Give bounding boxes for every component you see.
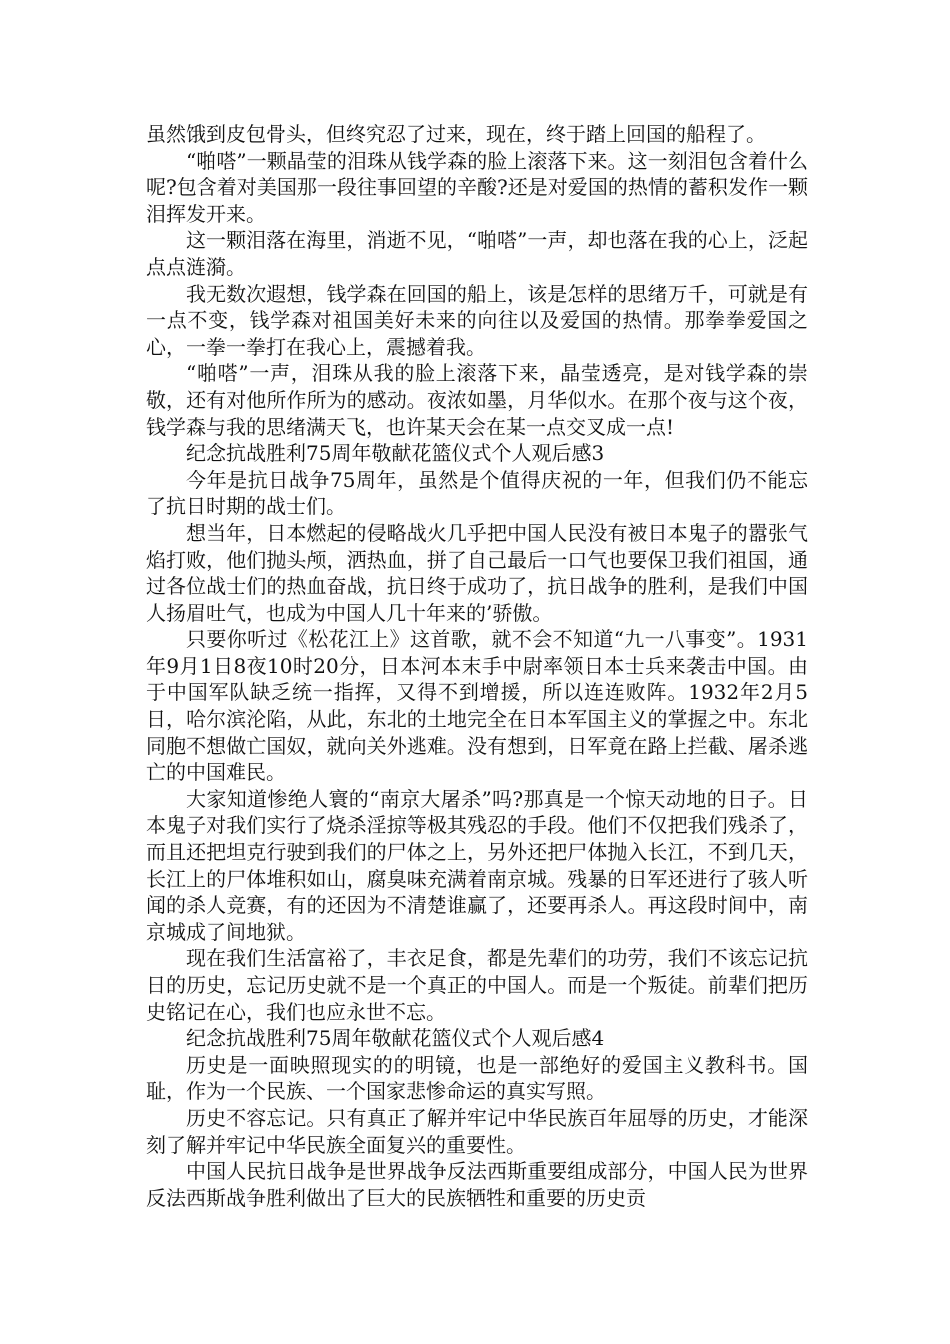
paragraph: “啪嗒”一颗晶莹的泪珠从钱学森的脸上滚落下来。这一刻泪包含着什么呢?包含着对美国那一段往事回望的辛酸?还是对爱国的热情的蓄积发作一颗泪挥发开来。 [146,148,808,226]
section-heading: 纪念抗战胜利75周年敬献花篮仪式个人观后感3 [186,441,605,466]
paragraph: 历史是一面映照现实的的明镜，也是一部绝好的爱国主义教科书。国耻，作为一个民族、一个国家悲惨命运的真实写照。 [146,1052,808,1104]
section-heading: 纪念抗战胜利75周年敬献花篮仪式个人观后感4 [186,1026,605,1051]
paragraph: 这一颗泪落在海里，消逝不见，“啪嗒”一声，却也落在我的心上，泛起点点涟漪。 [146,228,808,279]
paragraph: 今年是抗日战争75周年，虽然是个值得庆祝的一年，但我们仍不能忘了抗日时期的战士们。 [146,467,808,519]
paragraph: 历史不容忘记。只有真正了解并牢记中华民族百年屈辱的历史，才能深刻了解并牢记中华民族全面复兴的重要性。 [146,1105,808,1157]
document-body [146,121,808,1211]
paragraph: 想当年，日本燃起的侵略战火几乎把中国人民没有被日本鬼子的嚣张气焰打败，他们抛头颅，洒热血，拼了自己最后一口气也要保卫我们祖国，通过各位战士们的热血奋战，抗日终于成功了，抗日战争的胜利，是我们中国人扬眉吐气，也成为中国人几十年来的’骄傲。 [146,520,808,625]
paragraph: 我无数次遐想，钱学森在回国的船上，该是怎样的思绪万千，可就是有一点不变，钱学森对祖国美好未来的向往以及爱国的热情。那拳拳爱国之心，一拳一拳打在我心上，震撼着我。 [146,281,808,359]
paragraph: 现在我们生活富裕了，丰衣足食，都是先辈们的功劳，我们不该忘记抗日的历史，忘记历史就不是一个真正的中国人。而是一个叛徒。前辈们把历史铭记在心，我们也应永世不忘。 [146,946,808,1024]
paragraph: 大家知道惨绝人寰的“南京大屠杀”吗?那真是一个惊天动地的日子。日本鬼子对我们实行了烧杀淫掠等极其残忍的手段。他们不仅把我们残杀了，而且还把坦克行驶到我们的尸体之上，另外还把尸体抛入长江，不到几天，长江上的尸体堆积如山，腐臭味充满着南京城。残暴的日军还进行了骇人听闻的杀人竞赛，有的还因为不清楚谁赢了，还要再杀人。再这段时间中，南京城成了间地狱。 [146,786,808,944]
paragraph: 中国人民抗日战争是世界战争反法西斯重要组成部分，中国人民为世界反法西斯战争胜利做出了巨大的民族牺牲和重要的历史贡 [146,1159,808,1210]
paragraph: “啪嗒”一声，泪珠从我的脸上滚落下来，晶莹透亮，是对钱学森的崇敬，还有对他所作所为的感动。夜浓如墨，月华似水。在那个夜与这个夜，钱学森与我的思绪满天飞，也许某天会在某一点交叉成一点! [146,361,808,439]
paragraph: 虽然饿到皮包骨头，但终究忍了过来，现在，终于踏上回国的船程了。 [146,122,766,146]
paragraph: 只要你听过《松花江上》这首歌，就不会不知道“九一八事变”。1931年9月1日8夜10时20分，日本河本末手中尉率领日本士兵来袭击中国。由于中国军队缺乏统一指挥，又得不到增援，所以连连败阵。1932年2月5日，哈尔滨沦陷，从此，东北的土地完全在日本军国主义的掌握之中。东北同胞不想做亡国奴，就向关外逃难。没有想到，日军竟在路上拦截、屠杀逃亡的中国难民。 [146,627,808,785]
